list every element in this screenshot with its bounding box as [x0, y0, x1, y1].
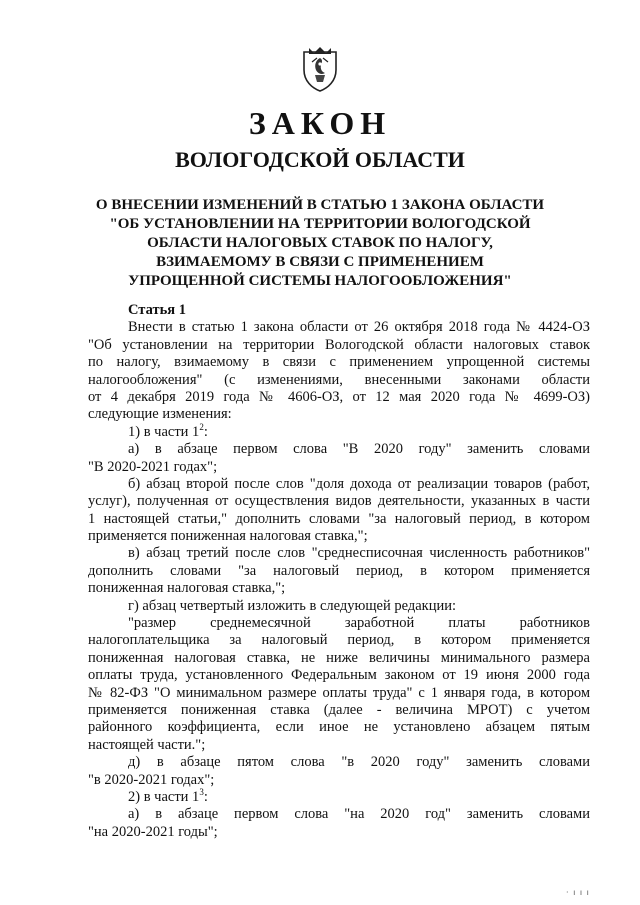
region-title: ВОЛОГОДСКОЙ ОБЛАСТИ: [175, 147, 465, 172]
item-heading: [88, 789, 590, 806]
item-suffix: :: [203, 423, 208, 440]
item-suffix: :: [203, 788, 208, 805]
subject-line: ВЗИМАЕМОМУ В СВЯЗИ С ПРИМЕНЕНИЕМ: [156, 254, 484, 270]
page-footer-mark: · ı ı ı: [566, 888, 590, 897]
article-heading: Статья 1: [128, 302, 186, 318]
text-line: районного коэффициента, если иное не установлено абзацем пятым: [88, 719, 590, 736]
text-line: г) абзац четвертый изложить в следующей редакции:: [128, 597, 457, 614]
item-sup: 2: [199, 421, 204, 432]
law-title: ЗАКОН: [248, 105, 392, 141]
article-body: [88, 302, 590, 841]
subject-line: ОБЛАСТИ НАЛОГОВЫХ СТАВОК ПО НАЛОГУ,: [147, 235, 493, 251]
text-line: оплаты труда, установленного Федеральным законом от 19 июня 2000 года: [88, 667, 590, 684]
text-line: в) абзац третий после слов "среднесписочная численность работников": [128, 545, 590, 562]
text-line: услуг), полученная от осуществления видов деятельности, указанных в части: [88, 493, 590, 510]
text-line: дополнить словами "за налоговый период, в котором применяется: [88, 562, 590, 579]
text-line: налогообложения" (с изменениями, внесенными законами области: [88, 371, 590, 388]
text-line: Внести в статью 1 закона области от 26 октября 2018 года № 4424-ОЗ: [128, 319, 590, 336]
subject-line: "ОБ УСТАНОВЛЕНИИ НА ТЕРРИТОРИИ ВОЛОГОДСКОЙ: [109, 216, 531, 232]
subject-line: О ВНЕСЕНИИ ИЗМЕНЕНИЙ В СТАТЬЮ 1 ЗАКОНА ОБЛАСТИ: [95, 197, 545, 213]
law-subject: [70, 196, 570, 291]
text-line: настоящей части.";: [88, 736, 206, 753]
item-sup: 3: [199, 787, 204, 798]
subject-line: УПРОЩЕННОЙ СИСТЕМЫ НАЛОГООБЛОЖЕНИЯ": [128, 273, 512, 289]
text-line: налогоплательщика за налоговый период, в котором применяется: [88, 632, 590, 649]
text-line: № 82-ФЗ "О минимальном размере оплаты труда" с 1 января года, в котором: [88, 684, 590, 701]
text-line: а) в абзаце первом слова "В 2020 году" заменить словами: [128, 441, 590, 458]
text-line: "Об установлении на территории Вологодской области налоговых ставок: [88, 336, 590, 353]
text-line: "в 2020-2021 годах";: [88, 771, 215, 788]
text-line: по налогу, взимаемому в связи с применением упрощенной системы: [88, 354, 590, 371]
text-line: пониженная налоговая ставка,";: [88, 580, 286, 597]
text-line: 1 настоящей статьи," дополнить словами "за налоговый период, в котором: [88, 510, 590, 527]
text-line: д) в абзаце пятом слова "в 2020 году" заменить словами: [128, 754, 590, 771]
text-line: применяется пониженная налоговая ставка,";: [88, 528, 368, 545]
text-line: "на 2020-2021 годы";: [88, 823, 218, 840]
text-line: а) в абзаце первом слова "на 2020 год" заменить словами: [128, 806, 590, 823]
item-heading: [88, 421, 590, 441]
text-line: "В 2020-2021 годах";: [88, 458, 218, 475]
text-line: применяется пониженная ставка (далее - величина МРОТ) с учетом: [88, 701, 590, 718]
text-line: "размер среднемесячной заработной платы работников: [128, 615, 590, 632]
text-line: следующие изменения:: [88, 406, 232, 423]
text-line: б) абзац второй после слов "доля дохода от реализации товаров (работ,: [128, 475, 590, 492]
text-line: от 4 декабря 2019 года № 4606-ОЗ, от 12 мая 2020 года № 4699-ОЗ): [88, 388, 590, 405]
item-prefix: 1) в части 1: [128, 423, 200, 440]
coat-of-arms-icon: [301, 44, 339, 92]
text-line: пониженная налоговая ставка, не ниже величины минимального размера: [88, 649, 590, 666]
item-prefix: 2) в части 1: [128, 788, 200, 805]
